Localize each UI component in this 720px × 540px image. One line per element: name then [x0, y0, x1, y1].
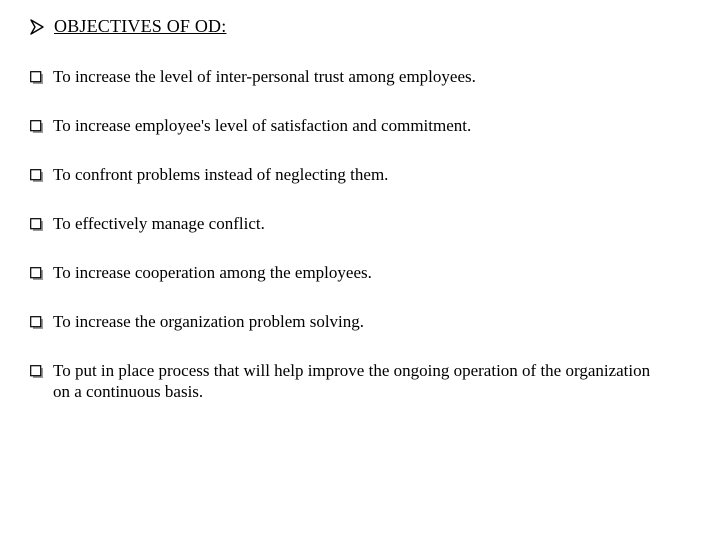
list-item-text: To confront problems instead of neglecting them.: [53, 165, 389, 184]
list-item-text: To increase employee's level of satisfaction and commitment.: [53, 116, 472, 135]
checkbox-bullet-icon: [30, 120, 44, 134]
list-item: [30, 66, 663, 87]
list-item-text: To increase the level of inter-personal trust among employees.: [53, 67, 476, 86]
checkbox-bullet-icon: [30, 365, 44, 379]
slide-heading: [30, 16, 226, 37]
list-item: [30, 213, 663, 234]
list-item: [30, 311, 663, 332]
checkbox-bullet-icon: [30, 218, 44, 232]
checkbox-bullet-icon: [30, 169, 44, 183]
checkbox-bullet-icon: [30, 316, 44, 330]
list-item: [30, 115, 663, 136]
list-item: [30, 164, 663, 185]
arrow-bullet-icon: [30, 19, 44, 35]
list-item-text: To effectively manage conflict.: [53, 214, 265, 233]
checkbox-bullet-icon: [30, 267, 44, 281]
list-item-text: To increase cooperation among the employees.: [53, 263, 372, 282]
list-item: [30, 360, 663, 402]
list-item-text: To increase the organization problem solving.: [53, 312, 365, 331]
list-item: [30, 262, 663, 283]
list-item-text: To put in place process that will help improve the ongoing operation of the organization on a continuous basis.: [53, 361, 651, 401]
checkbox-bullet-icon: [30, 71, 44, 85]
page-title: OBJECTIVES OF OD:: [54, 16, 227, 36]
